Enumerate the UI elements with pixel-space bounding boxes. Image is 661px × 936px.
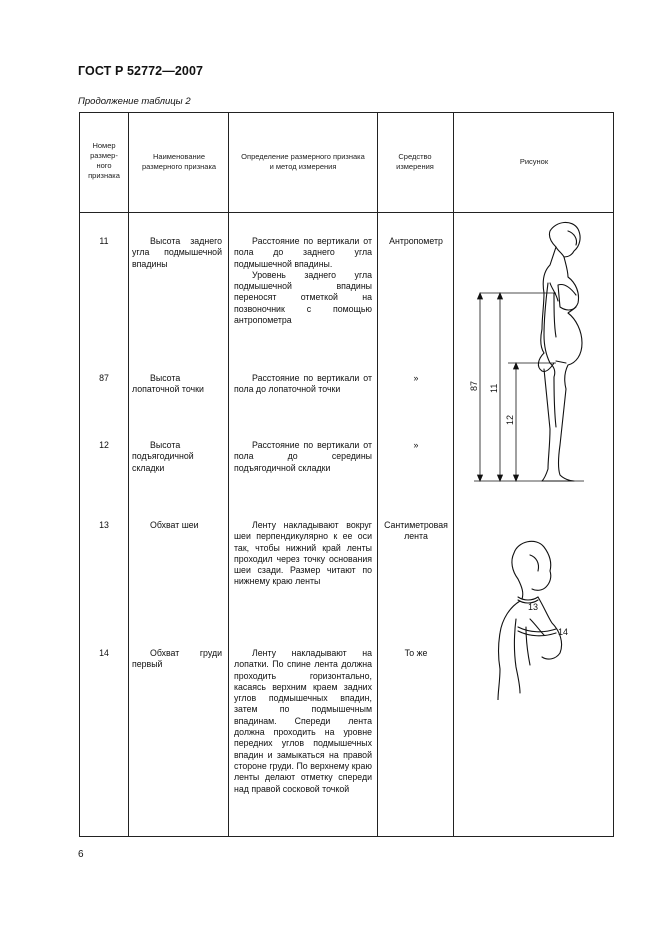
row-name: Обхват шеи: [150, 520, 199, 530]
dimension-label: 12: [505, 414, 515, 425]
dimension-label: 13: [528, 602, 539, 612]
row-number: 12: [99, 440, 109, 450]
row-name: Высота заднего угла подмышечной впадины: [132, 236, 222, 269]
row-instrument: Сантиметровая лента: [384, 520, 448, 542]
measurements-table: [79, 112, 614, 837]
row-definition: [234, 236, 372, 326]
table-caption: Продолжение таблицы 2: [78, 96, 191, 107]
definition-paragraph: Расстояние по вертикали от пола до лопаточной точки: [234, 373, 372, 395]
dimension-label: 11: [489, 383, 499, 393]
header-number: Номер размер-ного признака: [88, 141, 120, 180]
definition-paragraph: Расстояние по вертикали от пола до заднего угла подмышечной впадины.: [234, 236, 372, 269]
row-definition: [234, 373, 372, 396]
definition-paragraph: Уровень заднего угла подмышечной впадины переносят отметкой на позвоночник с помощью антропометра: [234, 269, 372, 326]
header-definition: Определение размерного признака и метод измерения: [241, 152, 365, 171]
row-number: 13: [99, 520, 109, 530]
row-name: Высота подъягодичной складки: [132, 440, 194, 473]
definition-paragraph: Расстояние по вертикали от пола до середины подъягодичной складки: [234, 440, 372, 473]
column-divider: [128, 113, 129, 836]
header-instrument: Средство измерения: [396, 152, 434, 171]
bust-view-figure: [490, 535, 590, 700]
row-number: 87: [99, 373, 109, 383]
row-instrument: То же: [404, 648, 428, 658]
dimension-label: 87: [469, 380, 479, 391]
header-name: Наименование размерного признака: [141, 152, 217, 171]
column-divider: [377, 113, 378, 836]
row-name: Высота лопаточной точки: [132, 373, 204, 395]
document-title: ГОСТ Р 52772—2007: [78, 64, 204, 78]
row-definition: [234, 648, 372, 795]
row-instrument: Антропометр: [389, 236, 443, 246]
page-number: 6: [78, 849, 84, 860]
row-definition: [234, 440, 372, 474]
row-name: Обхват груди первый: [132, 648, 222, 670]
dimension-label: 14: [558, 627, 569, 637]
row-instrument: »: [413, 440, 419, 450]
side-view-figure: [464, 213, 612, 485]
row-definition: [234, 520, 372, 588]
row-instrument: »: [413, 373, 419, 383]
column-divider: [453, 113, 454, 836]
header-figure: Рисунок: [519, 157, 549, 166]
definition-paragraph: Ленту накладывают на лопатки. По спине лента должна проходить горизонтально, касаясь верхним краем задних углов подмышечных впадин, затем по подмышечным впадинам. Спереди лента должна проходить на уровне передних углов подмышечных впадин и замыкаться на правой стороне груди. По верхнему краю ленты делают отметку спереди над правой сосковой точкой: [234, 648, 372, 794]
column-divider: [228, 113, 229, 836]
definition-paragraph: Ленту накладывают вокруг шеи перпендикулярно к ее оси так, чтобы нижний край ленты проходил через точку основания шеи сзади. Размер читают по нижнему краю ленты: [234, 520, 372, 587]
row-number: 14: [99, 648, 109, 658]
row-number: 11: [99, 236, 109, 246]
